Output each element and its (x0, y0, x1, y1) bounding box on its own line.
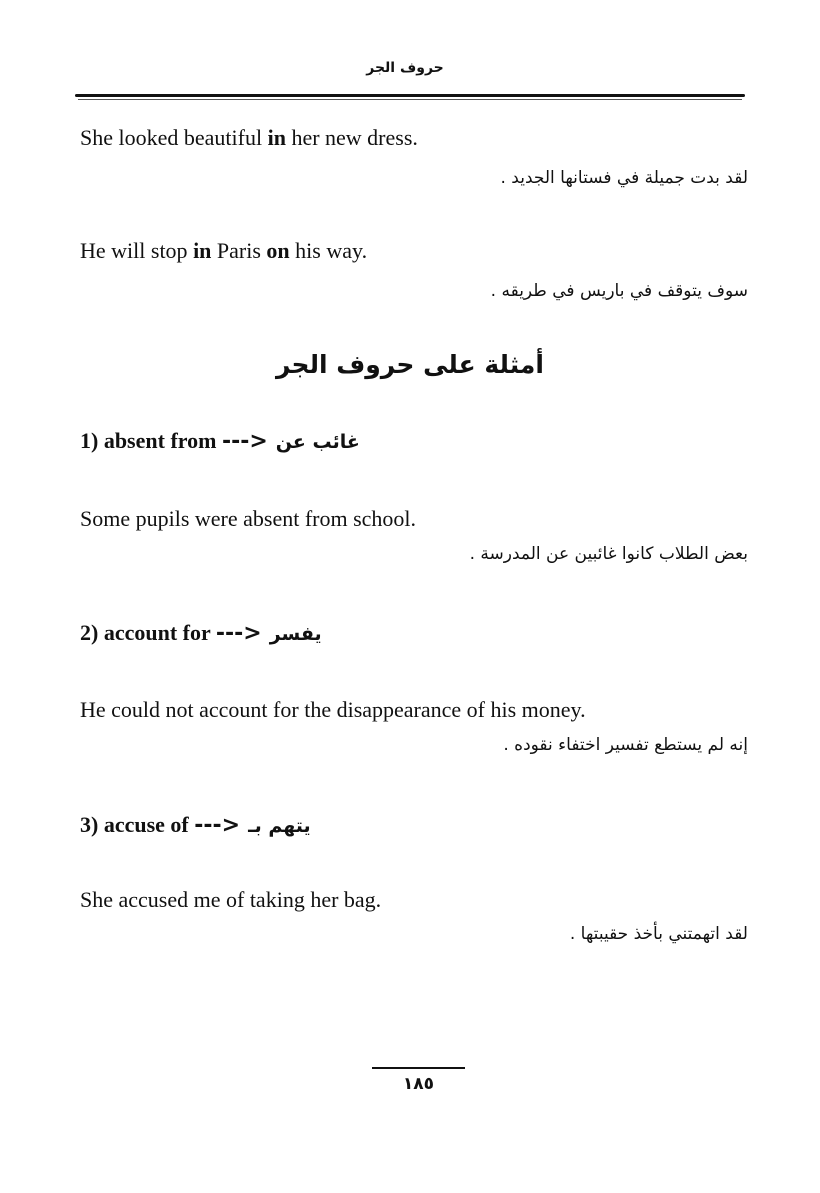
page-number: ١٨٥ (402, 1074, 435, 1094)
footer-rule (372, 1067, 465, 1069)
example-sentence-ar: لقد بدت جميلة في فستانها الجديد . (500, 168, 748, 188)
item-sentence-en: Some pupils were absent from school. (80, 506, 417, 531)
item-sentence-en: She accused me of taking her bag. (80, 887, 382, 912)
item-heading: 1) absent from ---> غائب عن (80, 428, 360, 454)
item-sentence-ar: لقد اتهمتني بأخذ حقيبتها . (569, 924, 748, 944)
item-sentence-ar: بعض الطلاب كانوا غائبين عن المدرسة . (469, 544, 748, 564)
header-rule-thin (78, 99, 742, 100)
item-heading: 3) accuse of ---> يتهم بـ (80, 812, 311, 838)
header-rule (75, 94, 745, 97)
example-sentence-ar: سوف يتوقف في باريس في طريقه . (490, 281, 748, 301)
item-sentence-ar: إنه لم يستطع تفسير اختفاء نقوده . (503, 735, 748, 755)
item-heading: 2) account for ---> يفسر (80, 620, 322, 646)
item-sentence-en: He could not account for the disappearance of his money. (80, 697, 586, 722)
example-sentence-en: He will stop in Paris on his way. (80, 238, 368, 263)
running-header: حروف الجر (366, 60, 444, 76)
section-title: أمثلة على حروف الجر (276, 350, 544, 379)
example-sentence-en: She looked beautiful in her new dress. (80, 125, 418, 150)
